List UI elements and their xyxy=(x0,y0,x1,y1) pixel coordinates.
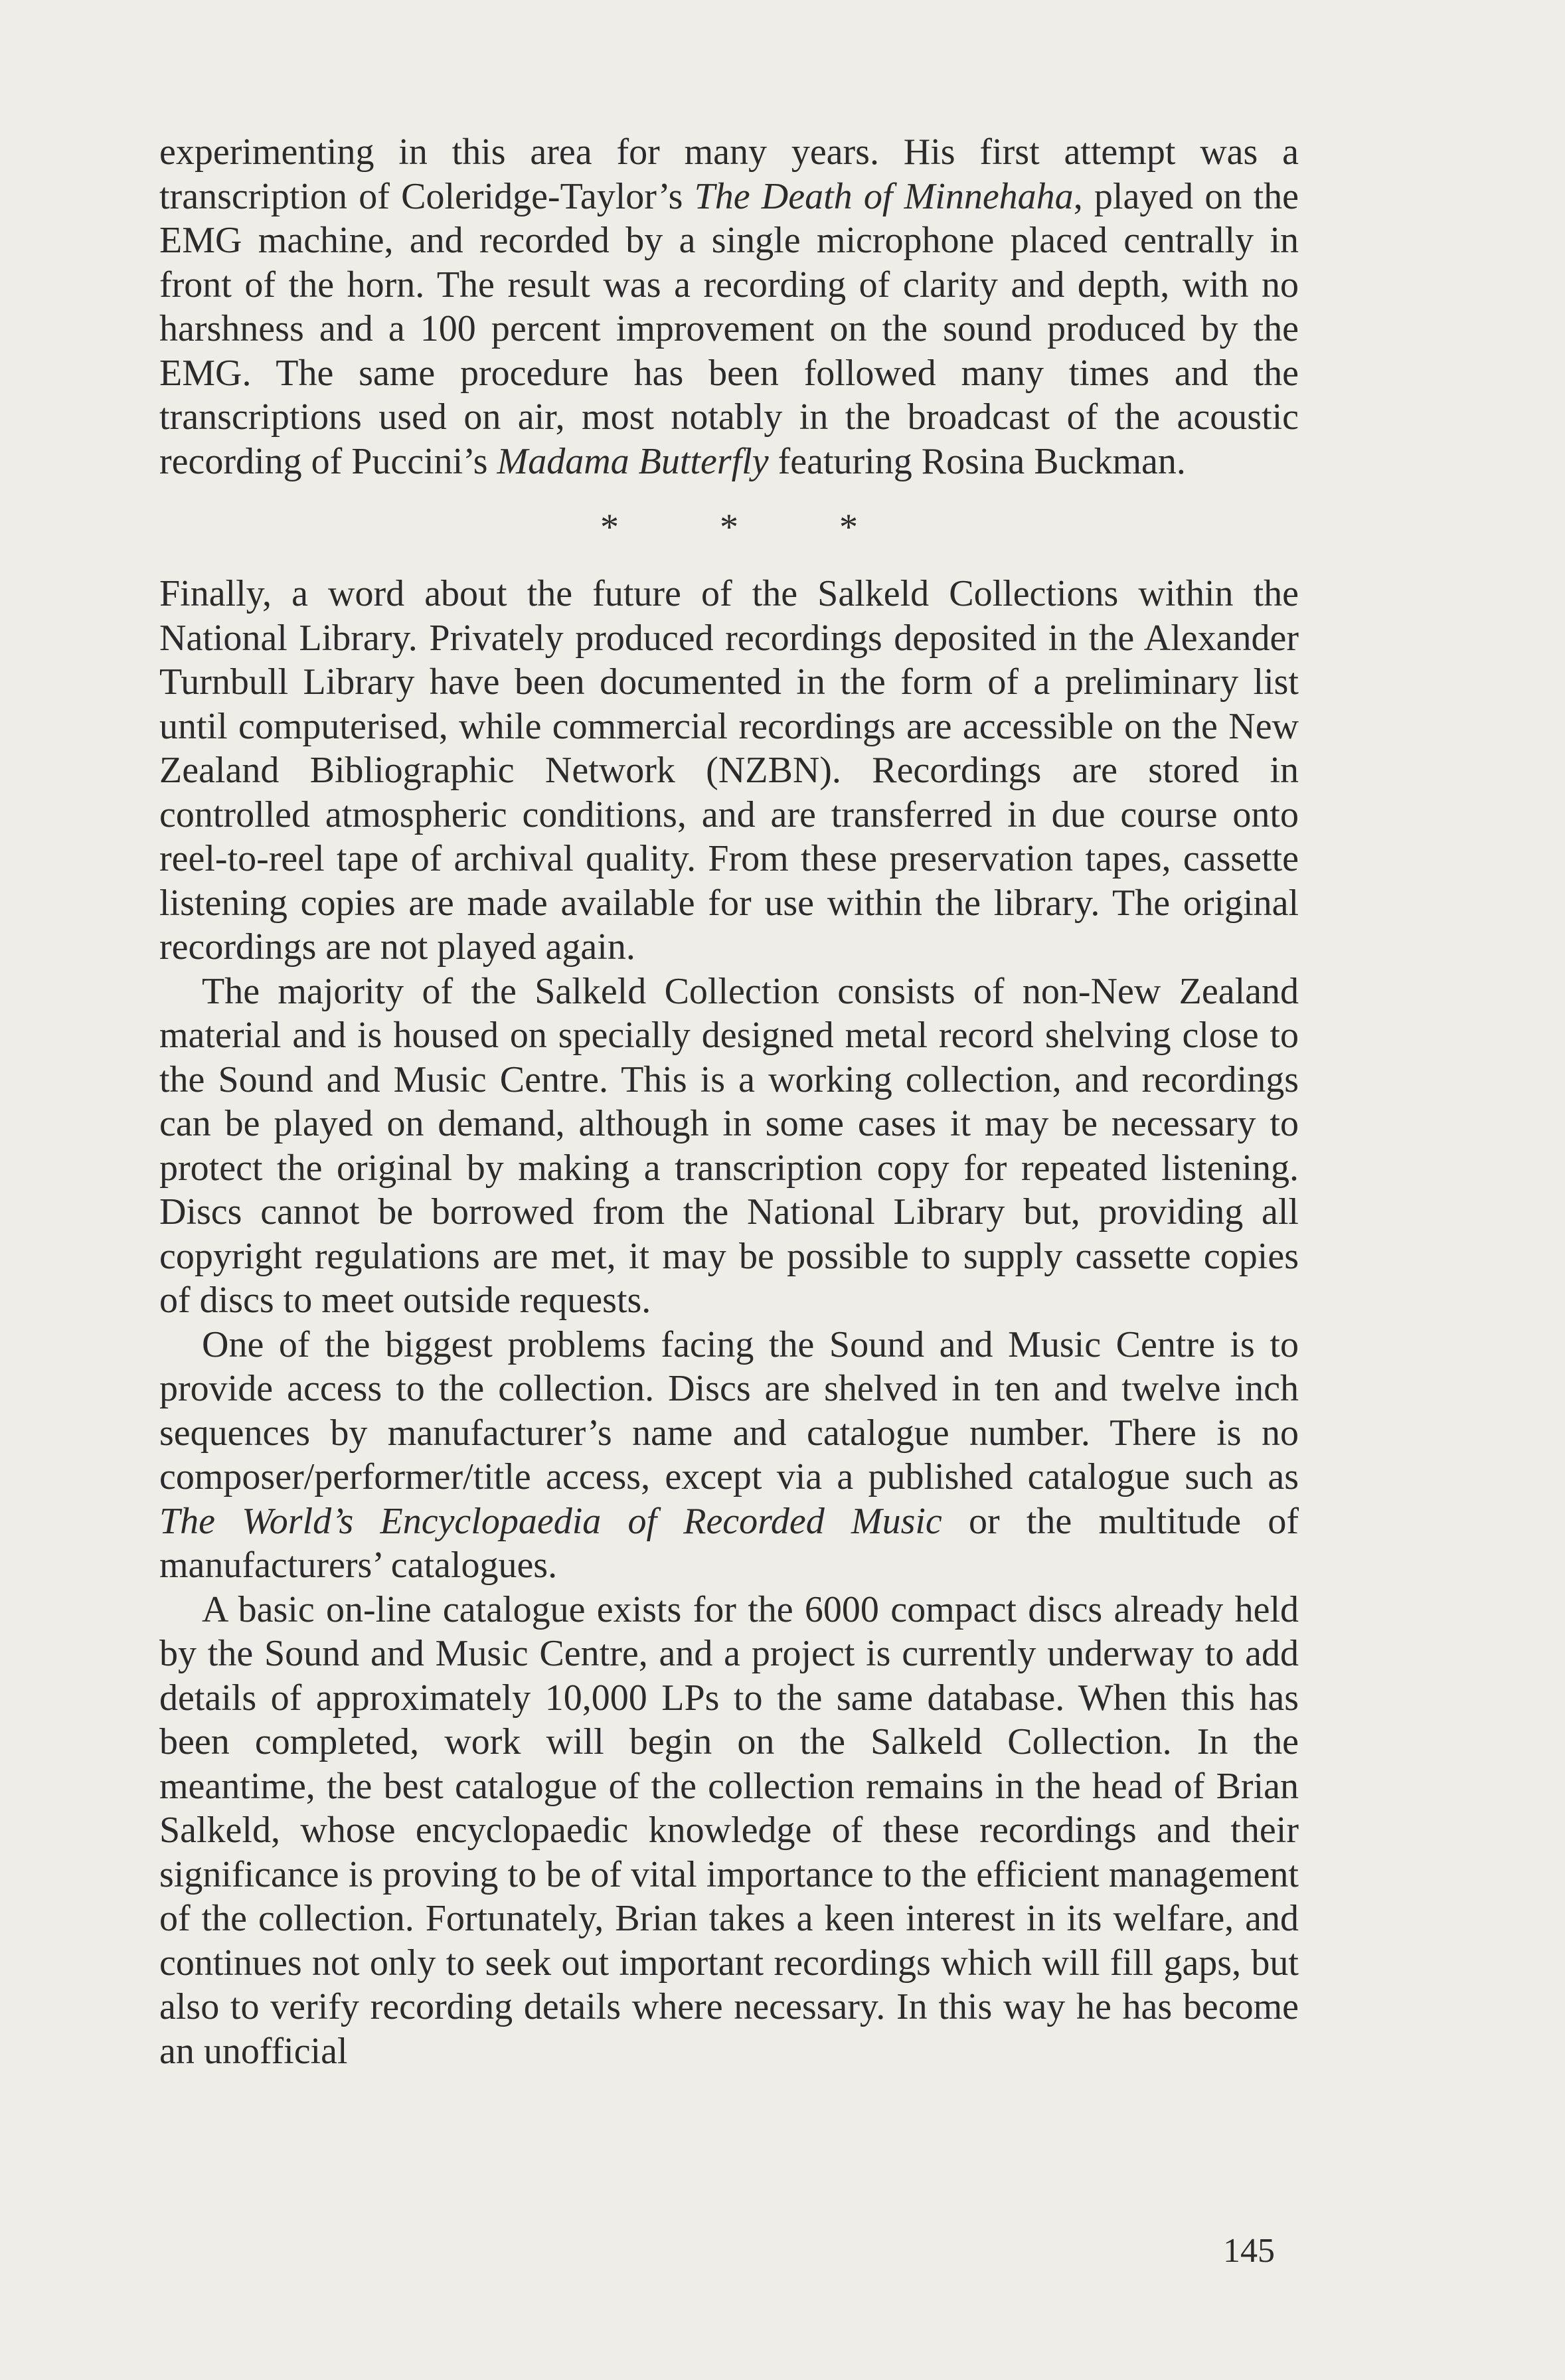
paragraph-death-of-minnehaha xyxy=(159,130,1299,483)
paragraph-text: or the multitude of manufacturers’ catalogues. xyxy=(159,1500,1299,1586)
paragraph-access-problems xyxy=(159,1323,1299,1588)
asterisk: * xyxy=(720,507,738,548)
paragraph-future-of-collections: Finally, a word about the future of the Salkeld Collections within the National Library. Privately produced recordings deposited in the Alexander Turnbull Library have been documented in the form of a preliminary list until computerised, while commercial recordings are accessible on the New Zealand Bibliographic Network (NZBN). Recordings are stored in controlled atmospheric conditions, and are transferred in due course onto reel-to-reel tape of archival quality. From these preservation tapes, cassette listening copies are made available for use within the library. The original recordings are not played again. xyxy=(159,573,1299,968)
body-text xyxy=(159,130,1299,2073)
paragraph-text: , played on the EMG machine, and recorded by a single microphone placed centrally in front of the horn. The result was a recording of clarity and depth, with no harshness and a 100 percent improvement on the sound produced by the EMG. The same procedure has been followed many times and the transcriptions used on air, most notably in the broadcast of the acoustic recording of Puccini’s xyxy=(159,175,1299,482)
italic-title: Madama Butterfly xyxy=(497,440,769,482)
italic-title: The World’s Encyclopaedia of Recorded Music xyxy=(159,1500,942,1542)
section-separator xyxy=(159,483,1299,572)
paragraph-majority-of-collection: The majority of the Salkeld Collection consists of non-New Zealand material and is housed on specially designed metal record shelving close to the Sound and Music Centre. This is a working collection, and recordings can be played on demand, although in some cases it may be necessary to protect the original by making a transcription copy for repeated listening. Discs cannot be borrowed from the National Library but, providing all copyright regulations are met, it may be possible to supply cassette copies of discs to meet outside requests. xyxy=(159,970,1299,1321)
paragraph-text: experimenting in this area for many years. His first attempt was a transcription of Coleridge-Taylor’s xyxy=(159,131,1299,217)
asterisk: * xyxy=(839,507,858,548)
asterisk: * xyxy=(600,507,619,548)
paragraph-text: One of the biggest problems facing the Sound and Music Centre is to provide access to the collection. Discs are shelved in ten and twelve inch sequences by manufacturer’s name and catalogue number. There is no composer/performer/title access, except via a published catalogue such as xyxy=(159,1323,1299,1497)
page-number: 145 xyxy=(1223,2232,1275,2270)
paragraph-text: featuring Rosina Buckman. xyxy=(768,440,1186,482)
paragraph-online-catalogue: A basic on-line catalogue exists for the 6000 compact discs already held by the Sound and Music Centre, and a project is currently underway to add details of approximately 10,000 LPs to the same database. When this has been completed, work will begin on the Salkeld Collection. In the meantime, the best catalogue of the collection remains in the head of Brian Salkeld, whose encyclopaedic knowledge of these recordings and their significance is proving to be of vital importance to the efficient management of the collection. Fortunately, Brian takes a keen interest in its welfare, and continues not only to seek out important recordings which will fill gaps, but also to verify recording details where necessary. In this way he has become an unofficial xyxy=(159,1588,1299,2072)
italic-title: The Death of Minnehaha xyxy=(694,175,1074,217)
